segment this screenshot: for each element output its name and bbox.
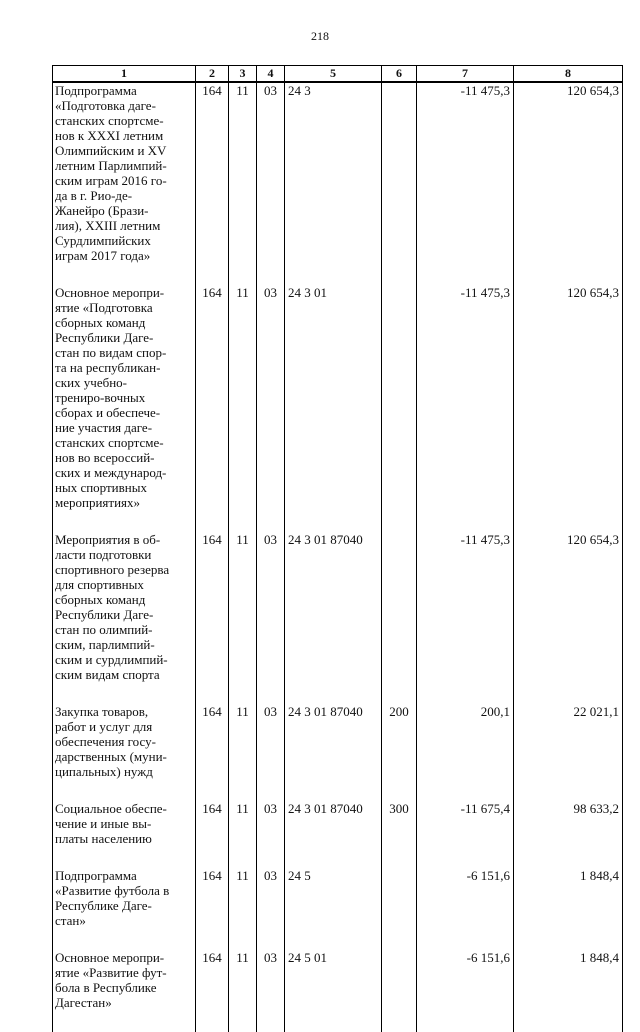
code-csr-cell: 24 3 — [285, 82, 382, 285]
column-header: 5 — [285, 66, 382, 83]
table-row — [53, 801, 623, 868]
code-pr-cell: 03 — [257, 285, 285, 532]
amount-total-cell: 120 654,3 — [514, 285, 623, 532]
code-vr-cell: 300 — [382, 801, 417, 868]
amount-change-cell: -6 151,6 — [417, 950, 514, 1032]
code-pr-cell: 03 — [257, 801, 285, 868]
table-row — [53, 704, 623, 801]
code-rz-cell: 11 — [229, 801, 257, 868]
column-header: 7 — [417, 66, 514, 83]
code-rz-cell: 11 — [229, 704, 257, 801]
code-gr-cell: 164 — [196, 868, 229, 950]
table-row — [53, 82, 623, 285]
row-name: Социальное обеспе- чение и иные вы- платы населению — [53, 801, 196, 868]
code-rz-cell: 11 — [229, 285, 257, 532]
code-csr-cell: 24 5 01 — [285, 950, 382, 1032]
code-pr-cell: 03 — [257, 868, 285, 950]
code-vr-cell — [382, 285, 417, 532]
row-name: Подпрограмма «Подготовка даге- станских спортсме- нов к XXXI летним Олимпийским и XV летним Парлимпий- ским играм 2016 го- да в г. Рио-де- Жанейро (Брази- лия), XXIII летним Сурдлимпийских играм 2017 года» — [53, 82, 196, 285]
column-header: 8 — [514, 66, 623, 83]
code-vr-cell: 200 — [382, 704, 417, 801]
code-pr-cell: 03 — [257, 82, 285, 285]
code-pr-cell: 03 — [257, 704, 285, 801]
amount-change-cell: -6 151,6 — [417, 868, 514, 950]
amount-total-cell: 120 654,3 — [514, 532, 623, 704]
amount-change-cell: -11 675,4 — [417, 801, 514, 868]
column-header: 3 — [229, 66, 257, 83]
table-row — [53, 950, 623, 1032]
table-row — [53, 285, 623, 532]
code-gr-cell: 164 — [196, 82, 229, 285]
column-header: 4 — [257, 66, 285, 83]
table-body — [53, 82, 623, 1032]
code-vr-cell — [382, 82, 417, 285]
page-number: 218 — [311, 29, 329, 43]
code-pr-cell: 03 — [257, 950, 285, 1032]
row-name: Мероприятия в об- ласти подготовки спортивного резерва для спортивных сборных команд Республики Даге- стан по олимпий- ским, парлимпий- ским и сурдлимпий- ским видам спорта — [53, 532, 196, 704]
code-rz-cell: 11 — [229, 82, 257, 285]
code-vr-cell — [382, 532, 417, 704]
row-name: Основное меропри- ятие «Развитие фут- бола в Республике Дагестан» — [53, 950, 196, 1032]
code-csr-cell: 24 3 01 — [285, 285, 382, 532]
code-vr-cell — [382, 950, 417, 1032]
code-rz-cell: 11 — [229, 532, 257, 704]
code-vr-cell — [382, 868, 417, 950]
row-name: Закупка товаров, работ и услуг для обеспечения госу- дарственных (муни- ципальных) нужд — [53, 704, 196, 801]
amount-total-cell: 1 848,4 — [514, 950, 623, 1032]
row-name: Подпрограмма «Развитие футбола в Республике Даге- стан» — [53, 868, 196, 950]
amount-total-cell: 98 633,2 — [514, 801, 623, 868]
code-gr-cell: 164 — [196, 285, 229, 532]
code-rz-cell: 11 — [229, 868, 257, 950]
amount-change-cell: 200,1 — [417, 704, 514, 801]
table-header-row — [53, 66, 623, 83]
code-gr-cell: 164 — [196, 704, 229, 801]
table-row — [53, 868, 623, 950]
code-gr-cell: 164 — [196, 950, 229, 1032]
table-row — [53, 532, 623, 704]
amount-change-cell: -11 475,3 — [417, 532, 514, 704]
code-csr-cell: 24 3 01 87040 — [285, 801, 382, 868]
row-name: Основное меропри- ятие «Подготовка сборных команд Республики Даге- стан по видам спор- та на республикан- ских учебно- трениро-вочных сборах и обеспече- ние участия даге- станских спортсме- нов во всероссий- ских и международ- ных спортивных мероприятиях» — [53, 285, 196, 532]
code-csr-cell: 24 3 01 87040 — [285, 532, 382, 704]
column-header: 1 — [53, 66, 196, 83]
code-gr-cell: 164 — [196, 532, 229, 704]
amount-change-cell: -11 475,3 — [417, 82, 514, 285]
amount-change-cell: -11 475,3 — [417, 285, 514, 532]
code-csr-cell: 24 3 01 87040 — [285, 704, 382, 801]
amount-total-cell: 1 848,4 — [514, 868, 623, 950]
code-csr-cell: 24 5 — [285, 868, 382, 950]
column-header: 2 — [196, 66, 229, 83]
budget-table — [52, 65, 623, 1032]
column-header: 6 — [382, 66, 417, 83]
code-rz-cell: 11 — [229, 950, 257, 1032]
code-pr-cell: 03 — [257, 532, 285, 704]
amount-total-cell: 120 654,3 — [514, 82, 623, 285]
code-gr-cell: 164 — [196, 801, 229, 868]
amount-total-cell: 22 021,1 — [514, 704, 623, 801]
